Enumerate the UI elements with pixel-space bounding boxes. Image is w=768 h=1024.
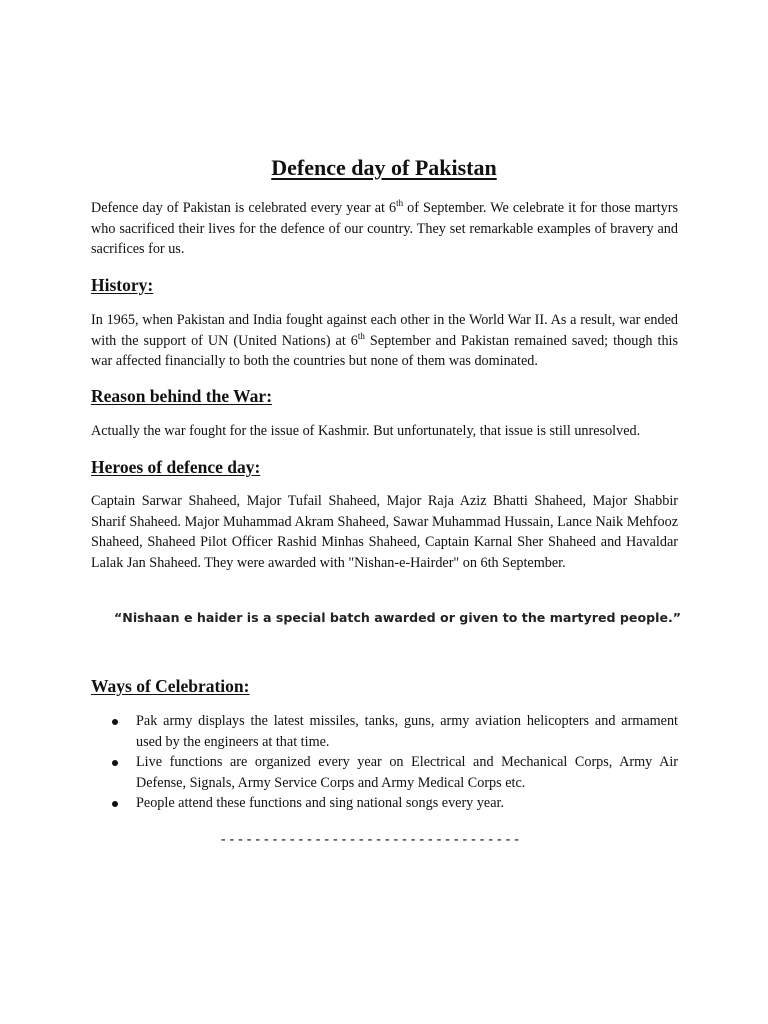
- reason-heading: Reason behind the War:: [91, 386, 273, 406]
- intro-text-start: Defence day of Pakistan is celebrated every year at 6: [91, 200, 397, 216]
- history-text-end: September and Pakistan remained saved; though this war affected financially to both the countries but none of them was dominated.: [91, 332, 678, 370]
- history-text-start: In 1965, when Pakistan and India fought against each other in the World War II. As a result, war ended with the support of UN (United Nations) at 6: [91, 312, 678, 349]
- heroes-heading: Heroes of defence day:: [91, 457, 261, 477]
- bullet-icon: [112, 760, 118, 766]
- intro-text-end: of September. We celebrate it for those martyrs who sacrificed their lives for the defence of our country. They set remarkable examples of bravery and sacrifices for us.: [91, 200, 678, 258]
- bullet-icon: [112, 719, 118, 725]
- nishan-quote: “Nishaan e haider is a special batch awarded or given to the martyred people.”: [114, 610, 682, 625]
- list-item-text: Live functions are organized every year on Electrical and Mechanical Corps, Army Air Defense, Signals, Army Service Corps and Army Medical Corps etc.: [136, 754, 678, 791]
- list-item-text: Pak army displays the latest missiles, tanks, guns, army aviation helicopters and armament used by the engineers at that time.: [136, 713, 678, 750]
- intro-paragraph: [91, 198, 678, 260]
- end-divider: -----------------------------------: [219, 832, 522, 848]
- list-item-text: People attend these functions and sing national songs every year.: [136, 795, 504, 812]
- list-item: [112, 711, 678, 752]
- celebration-list: [112, 711, 678, 814]
- list-item: [112, 793, 678, 814]
- history-paragraph: [91, 310, 678, 372]
- history-superscript: th: [357, 330, 365, 341]
- list-item: [112, 752, 678, 793]
- intro-superscript: th: [396, 198, 404, 208]
- bullet-icon: [112, 801, 118, 807]
- history-heading: History:: [91, 275, 154, 295]
- celebration-heading: Ways of Celebration:: [91, 676, 250, 696]
- reason-paragraph: Actually the war fought for the issue of Kashmir. But unfortunately, that issue is still unresolved.: [91, 423, 641, 439]
- document-title: Defence day of Pakistan: [271, 155, 497, 180]
- heroes-paragraph: Captain Sarwar Shaheed, Major Tufail Shaheed, Major Raja Aziz Bhatti Shaheed, Major Shabbir Sharif Shaheed. Major Muhammad Akram Shaheed, Sawar Muhammad Hussain, Lance Naik Mehfooz Shaheed, Shaheed Pilot Officer Rashid Minhas Shaheed, Captain Karnal Sher Shaheed and Havaldar Lalak Jan Shaheed. They were awarded with "Nishan-e-Hairder" on 6th September.: [91, 493, 678, 571]
